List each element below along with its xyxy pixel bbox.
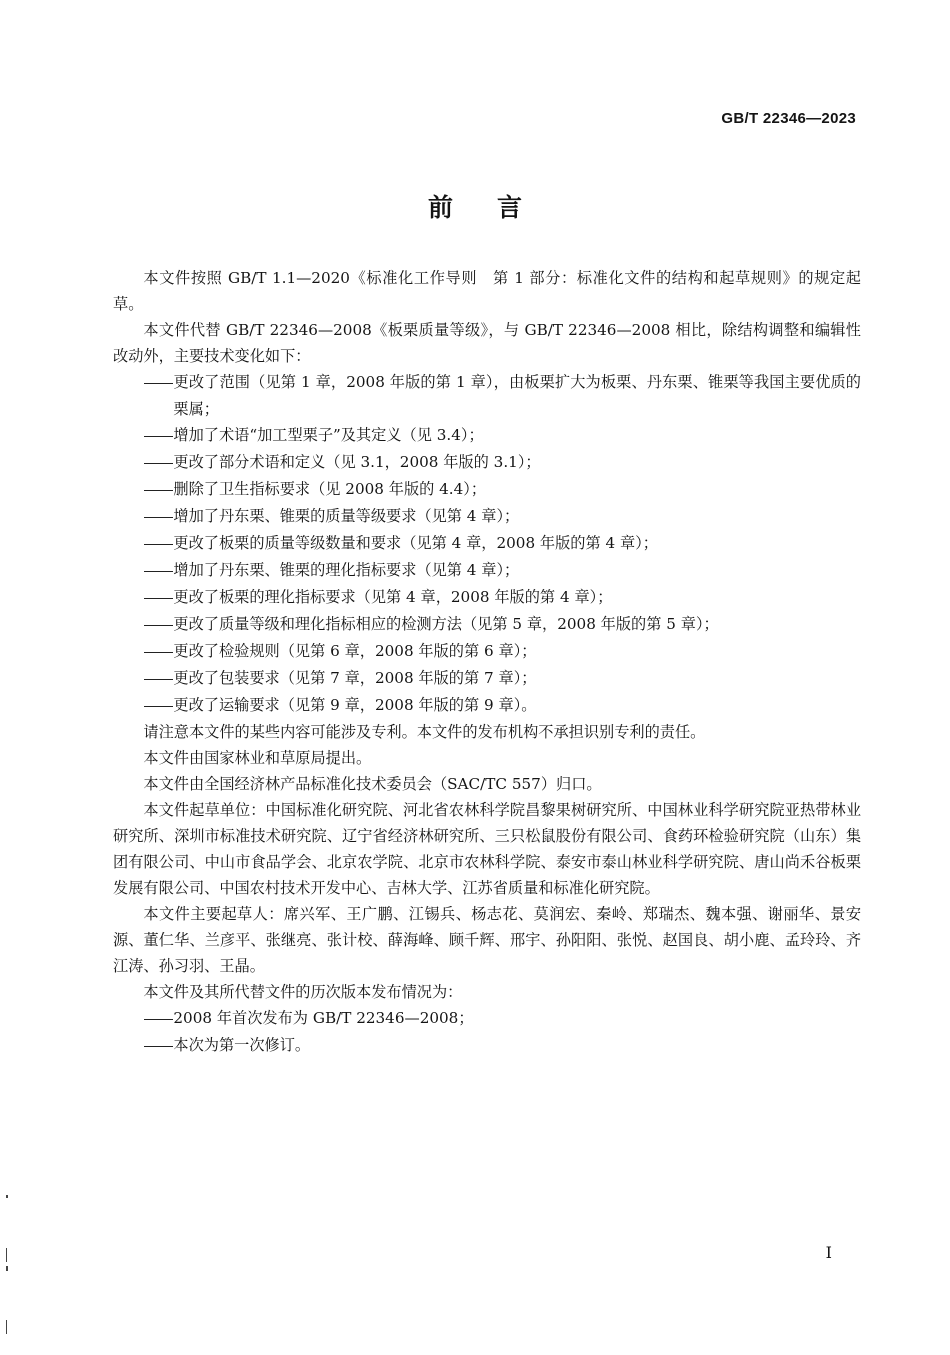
list-item: 更改了质量等级和理化指标相应的检测方法（见第 5 章，2008 年版的第 5 章）； <box>113 611 861 638</box>
dash-mark <box>143 666 173 692</box>
dash-mark <box>143 1006 173 1032</box>
list-item: 更改了部分术语和定义（见 3.1，2008 年版的 3.1）； <box>113 449 861 476</box>
dash-mark <box>143 612 173 638</box>
dash-mark <box>143 558 173 584</box>
page-number: I <box>825 1243 832 1262</box>
list-item: 更改了检验规则（见第 6 章，2008 年版的第 6 章）； <box>113 638 861 665</box>
scan-margin-mark <box>6 1320 7 1334</box>
dash-mark <box>143 693 173 719</box>
dash-mark <box>143 585 173 611</box>
list-item: 更改了板栗的质量等级数量和要求（见第 4 章，2008 年版的第 4 章）； <box>113 530 861 557</box>
paragraph-patent-notice: 请注意本文件的某些内容可能涉及专利。本文件的发布机构不承担识别专利的责任。 <box>143 723 706 741</box>
list-item: 更改了运输要求（见第 9 章，2008 年版的第 9 章）。 <box>113 692 861 719</box>
dash-mark <box>143 504 173 530</box>
foreword-body <box>113 265 861 1059</box>
paragraph-version-history: 本文件及其所代替文件的历次版本发布情况为： <box>143 983 463 1001</box>
dash-mark <box>143 450 173 476</box>
list-item: 更改了板栗的理化指标要求（见第 4 章，2008 年版的第 4 章）； <box>113 584 861 611</box>
list-item: 更改了范围（见第 1 章，2008 年版的第 1 章），由板栗扩大为板栗、丹东栗、锥栗等我国主要优质的栗属； <box>113 369 861 422</box>
scan-margin-mark <box>6 1248 7 1262</box>
dash-mark <box>143 531 173 557</box>
dash-mark <box>143 370 173 396</box>
dash-mark <box>143 477 173 503</box>
paragraph-drafters: 本文件主要起草人：席兴军、王广鹏、江锡兵、杨志花、莫润宏、秦岭、郑瑞杰、魏本强、谢丽华、景安源、董仁华、兰彦平、张继亮、张计校、薛海峰、顾千辉、邢宇、孙阳阳、张悦、赵国良、胡小鹿、孟玲玲、齐江涛、孙习羽、王晶。 <box>113 905 861 975</box>
list-item: 删除了卫生指标要求（见 2008 年版的 4.4）； <box>113 476 861 503</box>
paragraph-drafting-rules: 本文件按照 GB/T 1.1—2020《标准化工作导则 第 1 部分：标准化文件的结构和起草规则》的规定起草。 <box>113 269 861 313</box>
paragraph-drafting-units: 本文件起草单位：中国标准化研究院、河北省农林科学院昌黎果树研究所、中国林业科学研究院亚热带林业研究所、深圳市标准技术研究院、辽宁省经济林研究所、三只松鼠股份有限公司、食药环检验研究院（山东）集团有限公司、中山市食品学会、北京农学院、北京市农林科学院、泰安市泰山林业科学研究院、唐山尚禾谷板栗发展有限公司、中国农村技术开发中心、吉林大学、江苏省质量和标准化研究院。 <box>113 801 861 897</box>
technical-changes-list <box>113 369 861 719</box>
list-item: 本次为第一次修订。 <box>113 1032 861 1059</box>
paragraph-centralized-by: 本文件由全国经济林产品标准化技术委员会（SAC/TC 557）归口。 <box>143 775 602 793</box>
scan-margin-mark <box>6 1195 8 1198</box>
version-history-list <box>113 1005 861 1059</box>
list-item: 增加了丹东栗、锥栗的理化指标要求（见第 4 章）； <box>113 557 861 584</box>
dash-mark <box>143 639 173 665</box>
paragraph-replacement: 本文件代替 GB/T 22346—2008《板栗质量等级》，与 GB/T 22346—2008 相比，除结构调整和编辑性改动外，主要技术变化如下： <box>113 321 861 365</box>
dash-mark <box>143 423 173 449</box>
standard-number: GB/T 22346—2023 <box>721 110 856 127</box>
dash-mark <box>143 1033 173 1059</box>
scan-margin-mark <box>6 1266 8 1271</box>
list-item: 增加了丹东栗、锥栗的质量等级要求（见第 4 章）； <box>113 503 861 530</box>
list-item: 增加了术语“加工型栗子”及其定义（见 3.4）； <box>113 422 861 449</box>
paragraph-proposed-by: 本文件由国家林业和草原局提出。 <box>143 749 372 767</box>
list-item: 2008 年首次发布为 GB/T 22346—2008； <box>113 1005 861 1032</box>
page-title: 前言 <box>427 193 566 222</box>
list-item: 更改了包装要求（见第 7 章，2008 年版的第 7 章）； <box>113 665 861 692</box>
